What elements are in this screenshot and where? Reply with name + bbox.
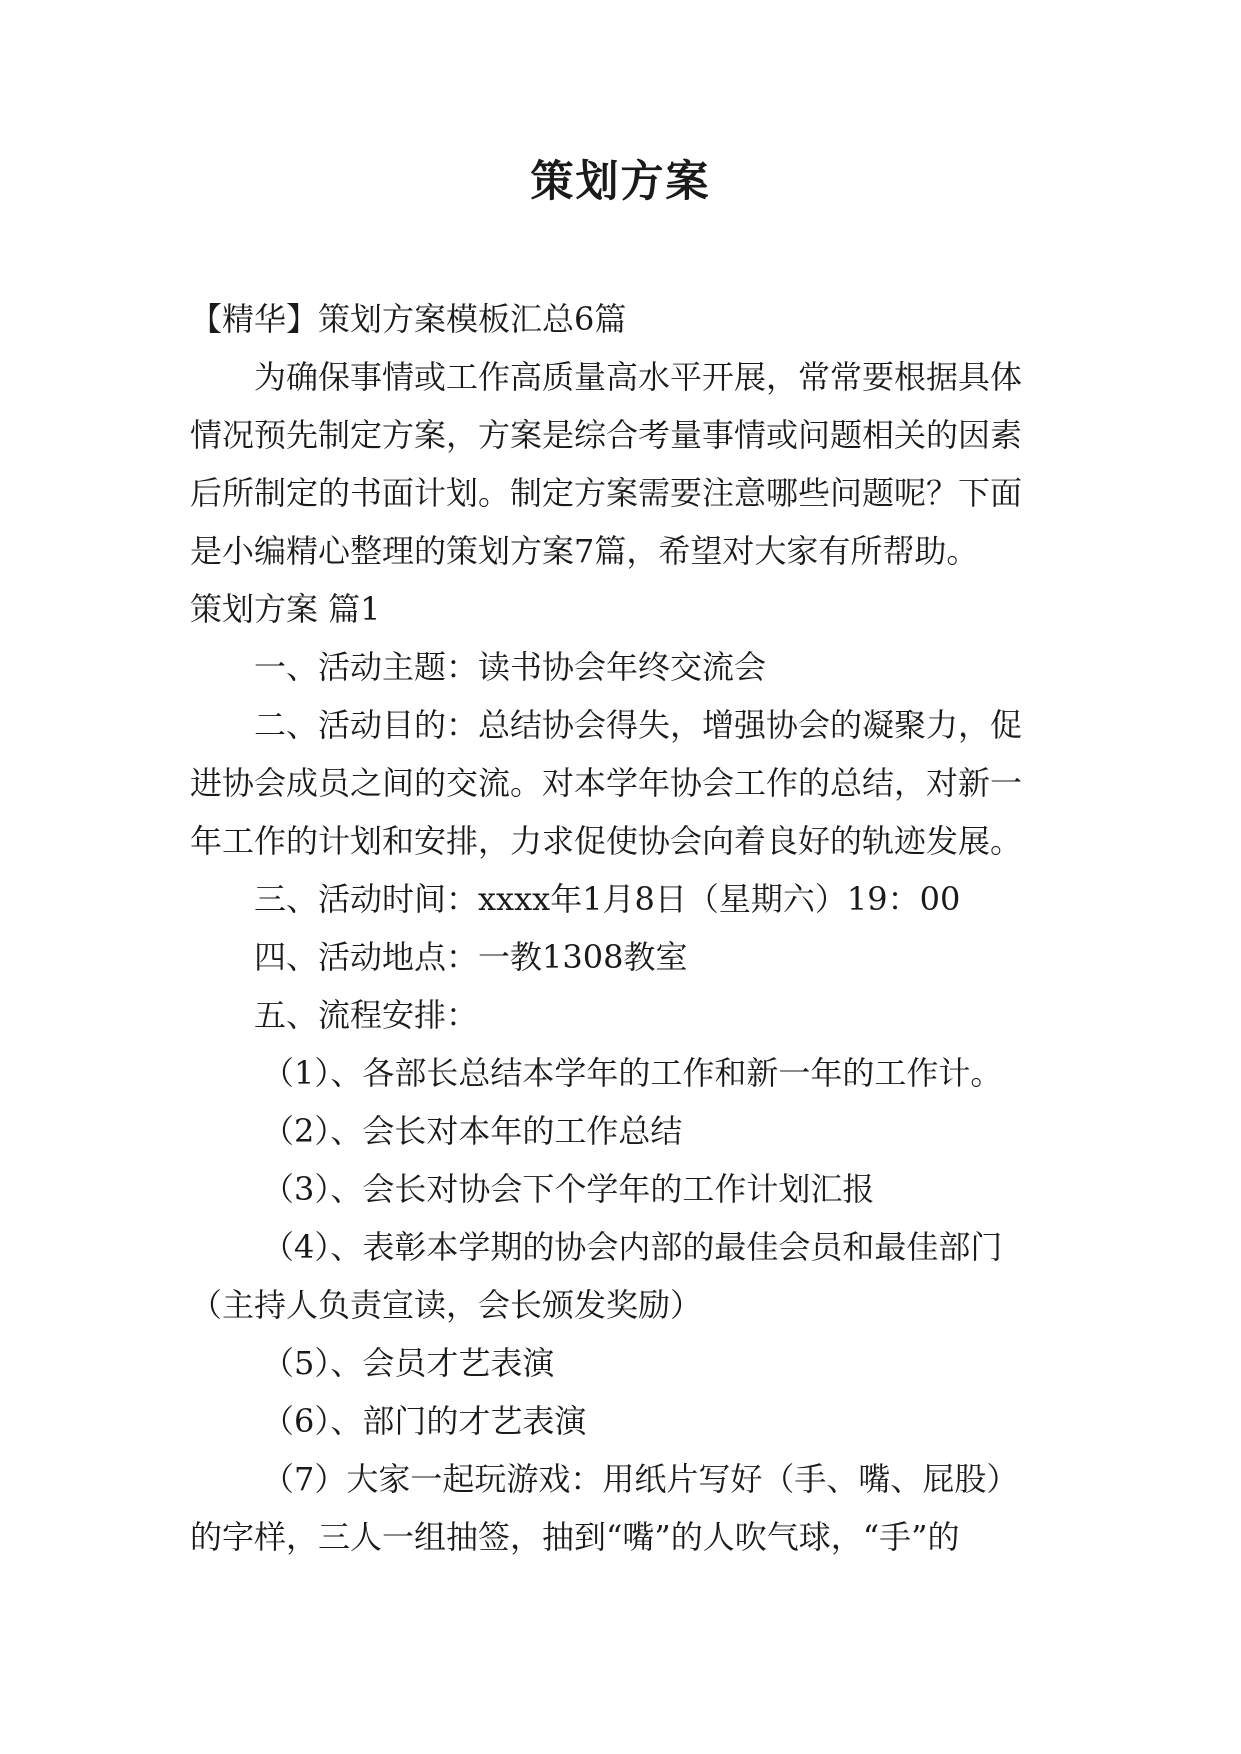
document-body bbox=[190, 290, 1050, 1566]
intro-paragraph-line-1: 为确保事情或工作高质量高水平开展，常常要根据具体 bbox=[254, 358, 1023, 396]
process-item-7-line-1: （7）大家一起玩游戏：用纸片写好（手、嘴、屁股） bbox=[262, 1460, 1019, 1498]
section-heading: 策划方案 篇1 bbox=[190, 590, 381, 628]
process-heading: 五、流程安排： bbox=[254, 996, 479, 1034]
intro-paragraph-line-3: 后所制定的书面计划。制定方案需要注意哪些问题呢？下面 bbox=[190, 474, 1023, 512]
activity-location: 四、活动地点：一教1308教室 bbox=[254, 938, 688, 976]
doc-subtitle: 【精华】策划方案模板汇总6篇 bbox=[190, 300, 627, 338]
activity-purpose-line-3: 年工作的计划和安排，力求促使协会向着良好的轨迹发展。 bbox=[190, 822, 1023, 860]
process-item-5: （5）、会员才艺表演 bbox=[262, 1344, 555, 1382]
process-item-2: （2）、会长对本年的工作总结 bbox=[262, 1112, 683, 1150]
process-item-7-line-2: 的字样，三人一组抽签，抽到“嘴”的人吹气球，“手”的 bbox=[190, 1518, 960, 1556]
activity-purpose-line-1: 二、活动目的：总结协会得失，增强协会的凝聚力，促 bbox=[254, 706, 1023, 744]
process-item-4-line-2: （主持人负责宣读，会长颁发奖励） bbox=[190, 1286, 703, 1324]
process-item-3: （3）、会长对协会下个学年的工作计划汇报 bbox=[262, 1170, 875, 1208]
activity-purpose-line-2: 进协会成员之间的交流。对本学年协会工作的总结，对新一 bbox=[190, 764, 1023, 802]
document-title: 策划方案 bbox=[530, 157, 711, 207]
intro-paragraph-line-2: 情况预先制定方案，方案是综合考量事情或问题相关的因素 bbox=[190, 416, 1023, 454]
process-item-4-line-1: （4）、表彰本学期的协会内部的最佳会员和最佳部门 bbox=[262, 1228, 1003, 1266]
activity-time: 三、活动时间：xxxx年1月8日（星期六）19：00 bbox=[254, 880, 961, 918]
process-item-1: （1）、各部长总结本学年的工作和新一年的工作计。 bbox=[262, 1054, 1003, 1092]
activity-theme: 一、活动主题：读书协会年终交流会 bbox=[254, 648, 767, 686]
process-item-6: （6）、部门的才艺表演 bbox=[262, 1402, 587, 1440]
intro-paragraph-line-4: 是小编精心整理的策划方案7篇，希望对大家有所帮助。 bbox=[190, 532, 979, 570]
